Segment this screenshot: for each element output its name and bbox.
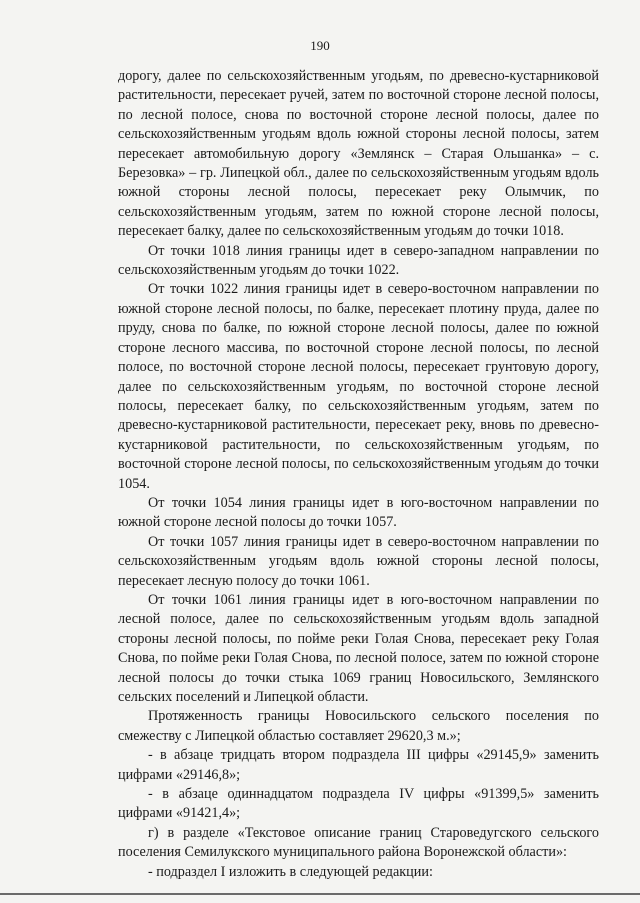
paragraph-subsection-i: - подраздел I изложить в следующей редакции: bbox=[148, 863, 433, 880]
paragraph-continuation: дорогу, далее по сельскохозяйственным угодьям, по древесно-кустарниковой растительности, пересекает ручей, затем по восточной стороне лесной полосы, по лесной полосе, снова по восточной стороне лесной полосы, далее по сельскохозяйственным угодьям вдоль южной стороны лесной полосы, затем пересекает автомобильную дорогу «Землянск – Старая Ольшанка» – с. Березовка» – гр. Липецкой обл., далее по сельскохозяйственным угодьям вдоль южной стороны лесной полосы, пересекает реку Олымчик, по сельскохозяйственным угодьям, затем по южной стороне лесной полосы, пересекает балку, далее по сельскохозяйственным угодьям до точки 1018. bbox=[118, 68, 599, 240]
paragraph-point-1054: От точки 1054 линия границы идет в юго-восточном направлении по южной стороне лесной полосы до точки 1057. bbox=[118, 494, 599, 531]
paragraph-amendment-iv: - в абзаце одиннадцатом подраздела IV цифры «91399,5» заменить цифрами «91421,4»; bbox=[118, 786, 599, 822]
paragraph-section-g: г) в разделе «Текстовое описание границ Староведугского сельского поселения Семилукского муниципального района Воронежской области»: bbox=[118, 824, 599, 861]
paragraph-boundary-length: Протяженность границы Новосильского сельского поселения по смежеству с Липецкой областью составляет 29620,3 м.»; bbox=[118, 708, 599, 744]
page-number: 190 bbox=[310, 38, 330, 53]
paragraph-point-1061: От точки 1061 линия границы идет в юго-восточном направлении по лесной полосе, далее по сельскохозяйственным угодьям вдоль западной стороны лесной полосы, по пойме реки Голая Снова, пересекает реку Голая Снова, по пойме реки Голая Снова, по лесной полосе, затем по южной стороне лесной полосы до точки стыка 1069 границ Новосильского, Землянского сельских поселений и Липецкой области. bbox=[118, 591, 599, 705]
paragraph-amendment-iii: - в абзаце тридцать втором подраздела III цифры «29145,9» заменить цифрами «29146,8»; bbox=[118, 747, 599, 783]
paragraph-point-1057: От точки 1057 линия границы идет в северо-восточном направлении по сельскохозяйственным угодьям вдоль южной стороны лесной полосы, пересекает лесную полосу до точки 1061. bbox=[118, 533, 599, 589]
document-body bbox=[118, 67, 599, 882]
paragraph-point-1018: От точки 1018 линия границы идет в северо-западном направлении по сельскохозяйственным угодьям до точки 1022. bbox=[118, 242, 599, 279]
paragraph-point-1022: От точки 1022 линия границы идет в северо-восточном направлении по южной стороне лесной полосы, по балке, пересекает плотину пруда, далее по пруду, снова по балке, по южной стороне лесной полосы, далее по южной стороне лесного массива, по восточной стороне лесной полосы, по лесной полосе, по восточной стороне лесной полосы, пересекает грунтовую дорогу, далее по сельскохозяйственным угодьям, по восточной стороне лесной полосы, пересекает балку, по сельскохозяйственным угодьям, затем по древесно-кустарниковой растительности, пересекает реку, вновь по древесно-кустарниковой растительности, по сельскохозяйственным угодьям, по восточной стороне лесной полосы, по сельскохозяйственным угодьям до точки 1054. bbox=[118, 281, 599, 492]
page-bottom-divider bbox=[0, 893, 640, 895]
